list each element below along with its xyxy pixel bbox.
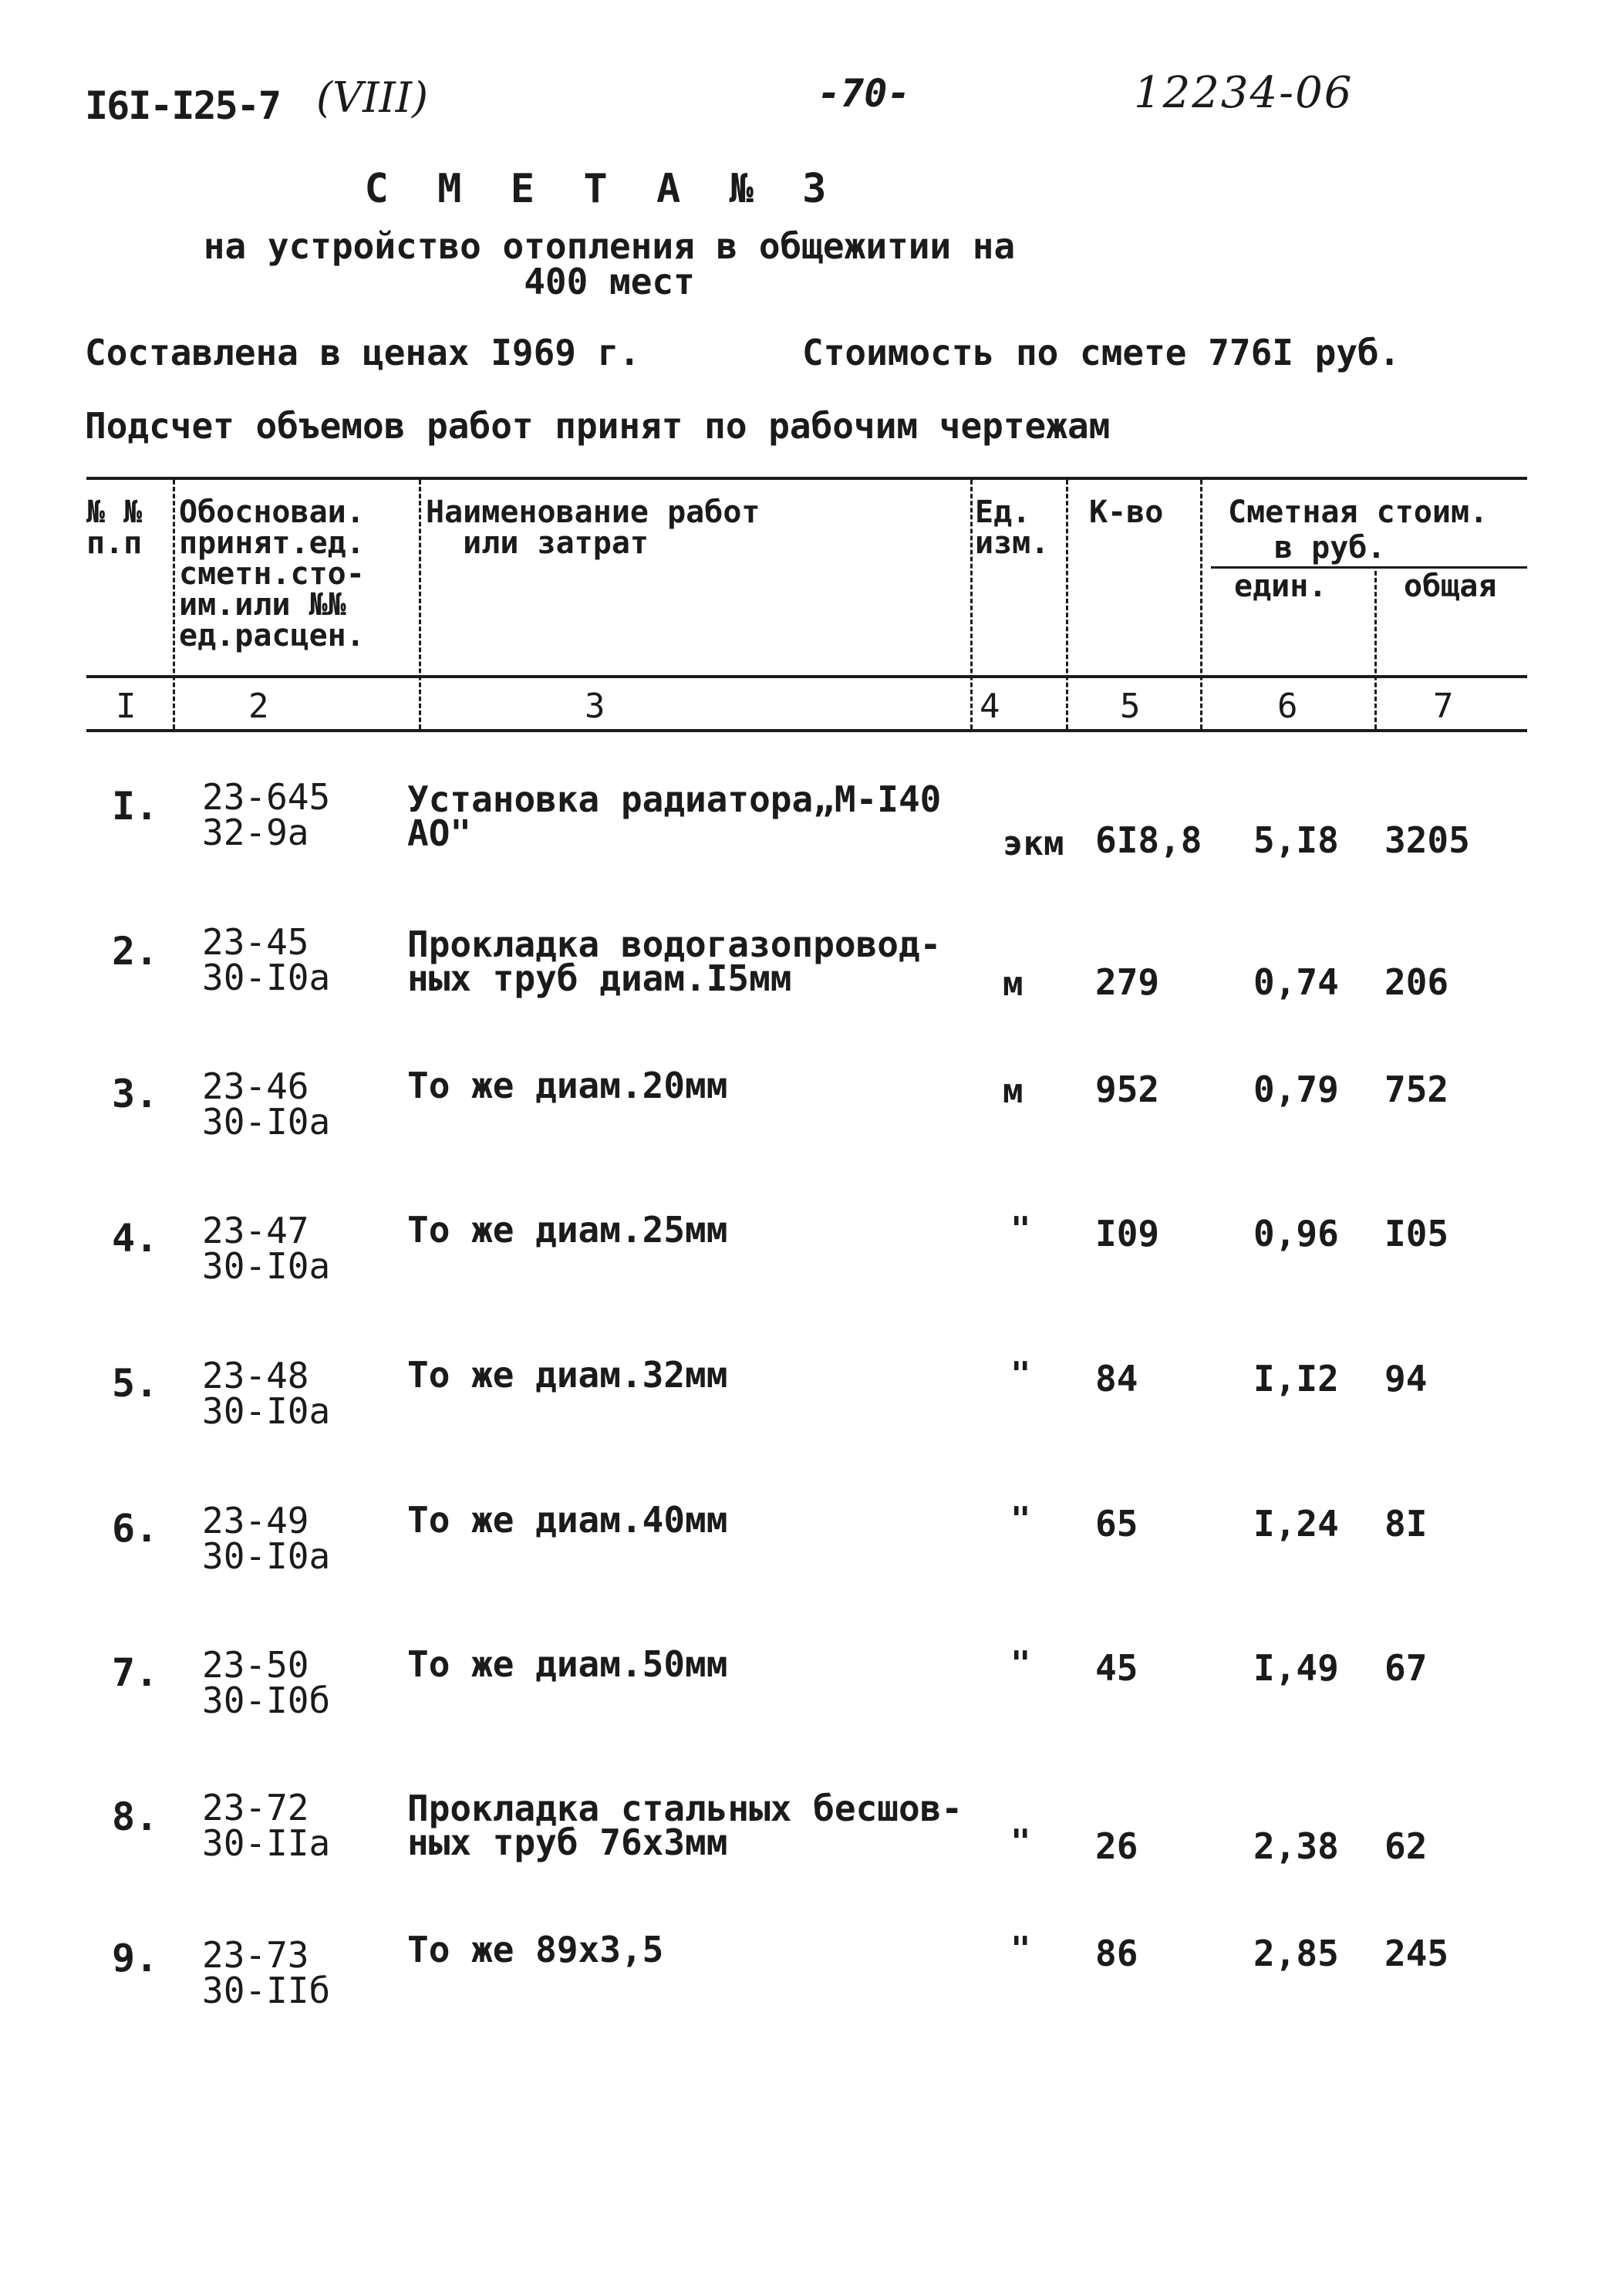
row-basis-2: 30-I0б xyxy=(202,1680,331,1721)
row-unit-price: I,I2 xyxy=(1253,1358,1339,1400)
row-total: 245 xyxy=(1384,1933,1449,1974)
row-number: 9. xyxy=(112,1936,159,1980)
row-total: 206 xyxy=(1384,961,1449,1003)
row-unit: экм xyxy=(1003,824,1064,863)
row-name-1: То же диам.32мм xyxy=(407,1354,728,1396)
row-quantity: 6I8,8 xyxy=(1095,819,1202,861)
column-number-6: 6 xyxy=(1277,687,1298,726)
header-number: № № п.п xyxy=(86,495,143,561)
page-number: -70- xyxy=(818,71,911,116)
row-total: I05 xyxy=(1384,1213,1449,1254)
row-basis-1: 23-45 xyxy=(202,921,309,963)
col-divider-4 xyxy=(1066,480,1068,729)
table-row xyxy=(0,1065,1612,1184)
price-base-note: Составлена в ценах I969 г. xyxy=(85,332,641,373)
header-name: Наименование работ или затрат xyxy=(426,495,760,561)
row-total: 3205 xyxy=(1384,819,1470,861)
row-basis-2: 30-I0а xyxy=(202,1535,331,1577)
row-name-1: Прокладка стальных бесшов- xyxy=(407,1788,963,1829)
table-row xyxy=(0,921,1612,1040)
row-basis-1: 23-73 xyxy=(202,1934,309,1976)
row-unit-price: 2,85 xyxy=(1253,1933,1339,1974)
header-quantity: К-во xyxy=(1089,495,1164,530)
row-quantity: 45 xyxy=(1095,1647,1138,1689)
row-name-1: То же диам.20мм xyxy=(407,1065,728,1106)
header-unit-price: един. xyxy=(1234,569,1327,604)
row-quantity: 26 xyxy=(1095,1825,1138,1867)
table-row xyxy=(0,1643,1612,1763)
row-name-2: АО" xyxy=(407,812,472,854)
table-colnum-rule xyxy=(86,729,1527,732)
row-number: 7. xyxy=(112,1650,159,1695)
row-basis-1: 23-49 xyxy=(202,1500,309,1541)
row-name-2: ных труб 76х3мм xyxy=(407,1822,728,1863)
row-name-1: То же диам.50мм xyxy=(407,1643,728,1685)
col-divider-3 xyxy=(970,480,973,729)
header-unit: Ед. изм. xyxy=(975,495,1050,561)
table-row xyxy=(0,776,1612,895)
row-number: 5. xyxy=(112,1361,159,1406)
header-total: общая xyxy=(1404,569,1497,604)
table-top-rule xyxy=(86,477,1527,480)
col-divider-1 xyxy=(173,480,175,729)
row-unit: " xyxy=(1010,1210,1031,1249)
row-unit: м xyxy=(1003,1072,1024,1111)
row-unit-price: 0,79 xyxy=(1253,1069,1339,1110)
row-number: 6. xyxy=(112,1506,159,1551)
row-quantity: 84 xyxy=(1095,1358,1138,1400)
row-basis-1: 23-48 xyxy=(202,1355,309,1396)
row-name-1: Прокладка водогазопровод- xyxy=(407,923,942,965)
row-basis-2: 30-I0а xyxy=(202,1390,331,1432)
row-quantity: 65 xyxy=(1095,1503,1138,1545)
row-unit: м xyxy=(1003,964,1024,1004)
row-unit-price: I,24 xyxy=(1253,1503,1339,1545)
row-quantity: 279 xyxy=(1095,961,1160,1003)
row-unit: " xyxy=(1010,1822,1031,1862)
column-number-3: 3 xyxy=(585,687,605,726)
row-basis-1: 23-46 xyxy=(202,1065,309,1107)
row-total: 67 xyxy=(1384,1647,1428,1689)
row-quantity: 86 xyxy=(1095,1933,1138,1974)
row-quantity: I09 xyxy=(1095,1213,1160,1254)
row-total: 8I xyxy=(1384,1503,1428,1545)
row-basis-1: 23-47 xyxy=(202,1210,309,1251)
row-unit: " xyxy=(1010,1644,1031,1683)
row-number: 4. xyxy=(112,1216,159,1261)
row-basis-2: 30-IIа xyxy=(202,1822,331,1864)
row-unit: " xyxy=(1010,1500,1031,1539)
row-total: 94 xyxy=(1384,1358,1428,1400)
row-basis-2: 30-I0а xyxy=(202,1245,331,1287)
table-row xyxy=(0,1209,1612,1329)
volume-basis-note: Подсчет объемов работ принят по рабочим чертежам xyxy=(85,405,1111,447)
row-name-1: То же 89х3,5 xyxy=(407,1929,664,1970)
document-code: I6I-I25-7 xyxy=(85,83,280,128)
row-number: 3. xyxy=(112,1072,159,1116)
row-unit-price: 0,96 xyxy=(1253,1213,1339,1254)
header-basis: Обосноваи. принят.ед. сметн.сто- им.или №№ ед.расцен. xyxy=(179,495,365,653)
column-number-4: 4 xyxy=(980,687,1000,726)
table-row xyxy=(0,1929,1612,2048)
row-basis-2: 30-I0а xyxy=(202,957,331,998)
handwritten-doc-number: 12234-06 xyxy=(1134,68,1354,118)
table-row xyxy=(0,1354,1612,1474)
row-unit-price: 2,38 xyxy=(1253,1825,1339,1867)
row-number: 2. xyxy=(112,929,159,974)
col-divider-2 xyxy=(419,480,421,729)
column-number-5: 5 xyxy=(1120,687,1141,726)
row-basis-2: 30-IIб xyxy=(202,1970,331,2011)
row-basis-1: 23-72 xyxy=(202,1787,309,1828)
estimate-subtitle-line1: на устройство отопления в общежитии на xyxy=(203,225,1016,267)
row-unit-price: I,49 xyxy=(1253,1647,1339,1689)
row-name-1: То же диам.40мм xyxy=(407,1499,728,1541)
row-total: 62 xyxy=(1384,1825,1428,1867)
row-name-2: ных труб диам.I5мм xyxy=(407,957,792,999)
row-name-1: Установка радиатора„М-I40 xyxy=(407,778,942,820)
row-basis-2: 32-9а xyxy=(202,812,309,853)
estimate-title: С М Е Т А № 3 xyxy=(364,166,839,212)
header-estimated-cost: Сметная стоим. xyxy=(1228,495,1489,530)
table-row xyxy=(0,1499,1612,1619)
row-unit-price: 5,I8 xyxy=(1253,819,1339,861)
row-unit: " xyxy=(1010,1930,1031,1969)
total-cost-note: Стоимость по смете 776I руб. xyxy=(802,332,1401,373)
column-number-2: 2 xyxy=(248,687,269,726)
column-number-1: I xyxy=(116,687,137,726)
row-name-1: То же диам.25мм xyxy=(407,1209,728,1251)
table-row xyxy=(0,1787,1612,1906)
row-number: 8. xyxy=(112,1795,159,1839)
row-total: 752 xyxy=(1384,1069,1449,1110)
column-number-7: 7 xyxy=(1433,687,1454,726)
row-number: I. xyxy=(112,784,159,829)
row-unit-price: 0,74 xyxy=(1253,961,1339,1003)
row-basis-1: 23-645 xyxy=(202,776,331,818)
header-in-rubles: в руб. xyxy=(1274,530,1386,566)
row-basis-2: 30-I0а xyxy=(202,1101,331,1143)
col-divider-6 xyxy=(1374,571,1377,729)
row-quantity: 952 xyxy=(1095,1069,1160,1110)
col-divider-5 xyxy=(1200,480,1202,729)
table-header-rule xyxy=(86,675,1527,678)
estimate-subtitle-line2: 400 мест xyxy=(524,261,695,302)
row-basis-1: 23-50 xyxy=(202,1644,309,1686)
volume-mark: (VIII) xyxy=(316,73,429,122)
row-unit: " xyxy=(1010,1355,1031,1394)
